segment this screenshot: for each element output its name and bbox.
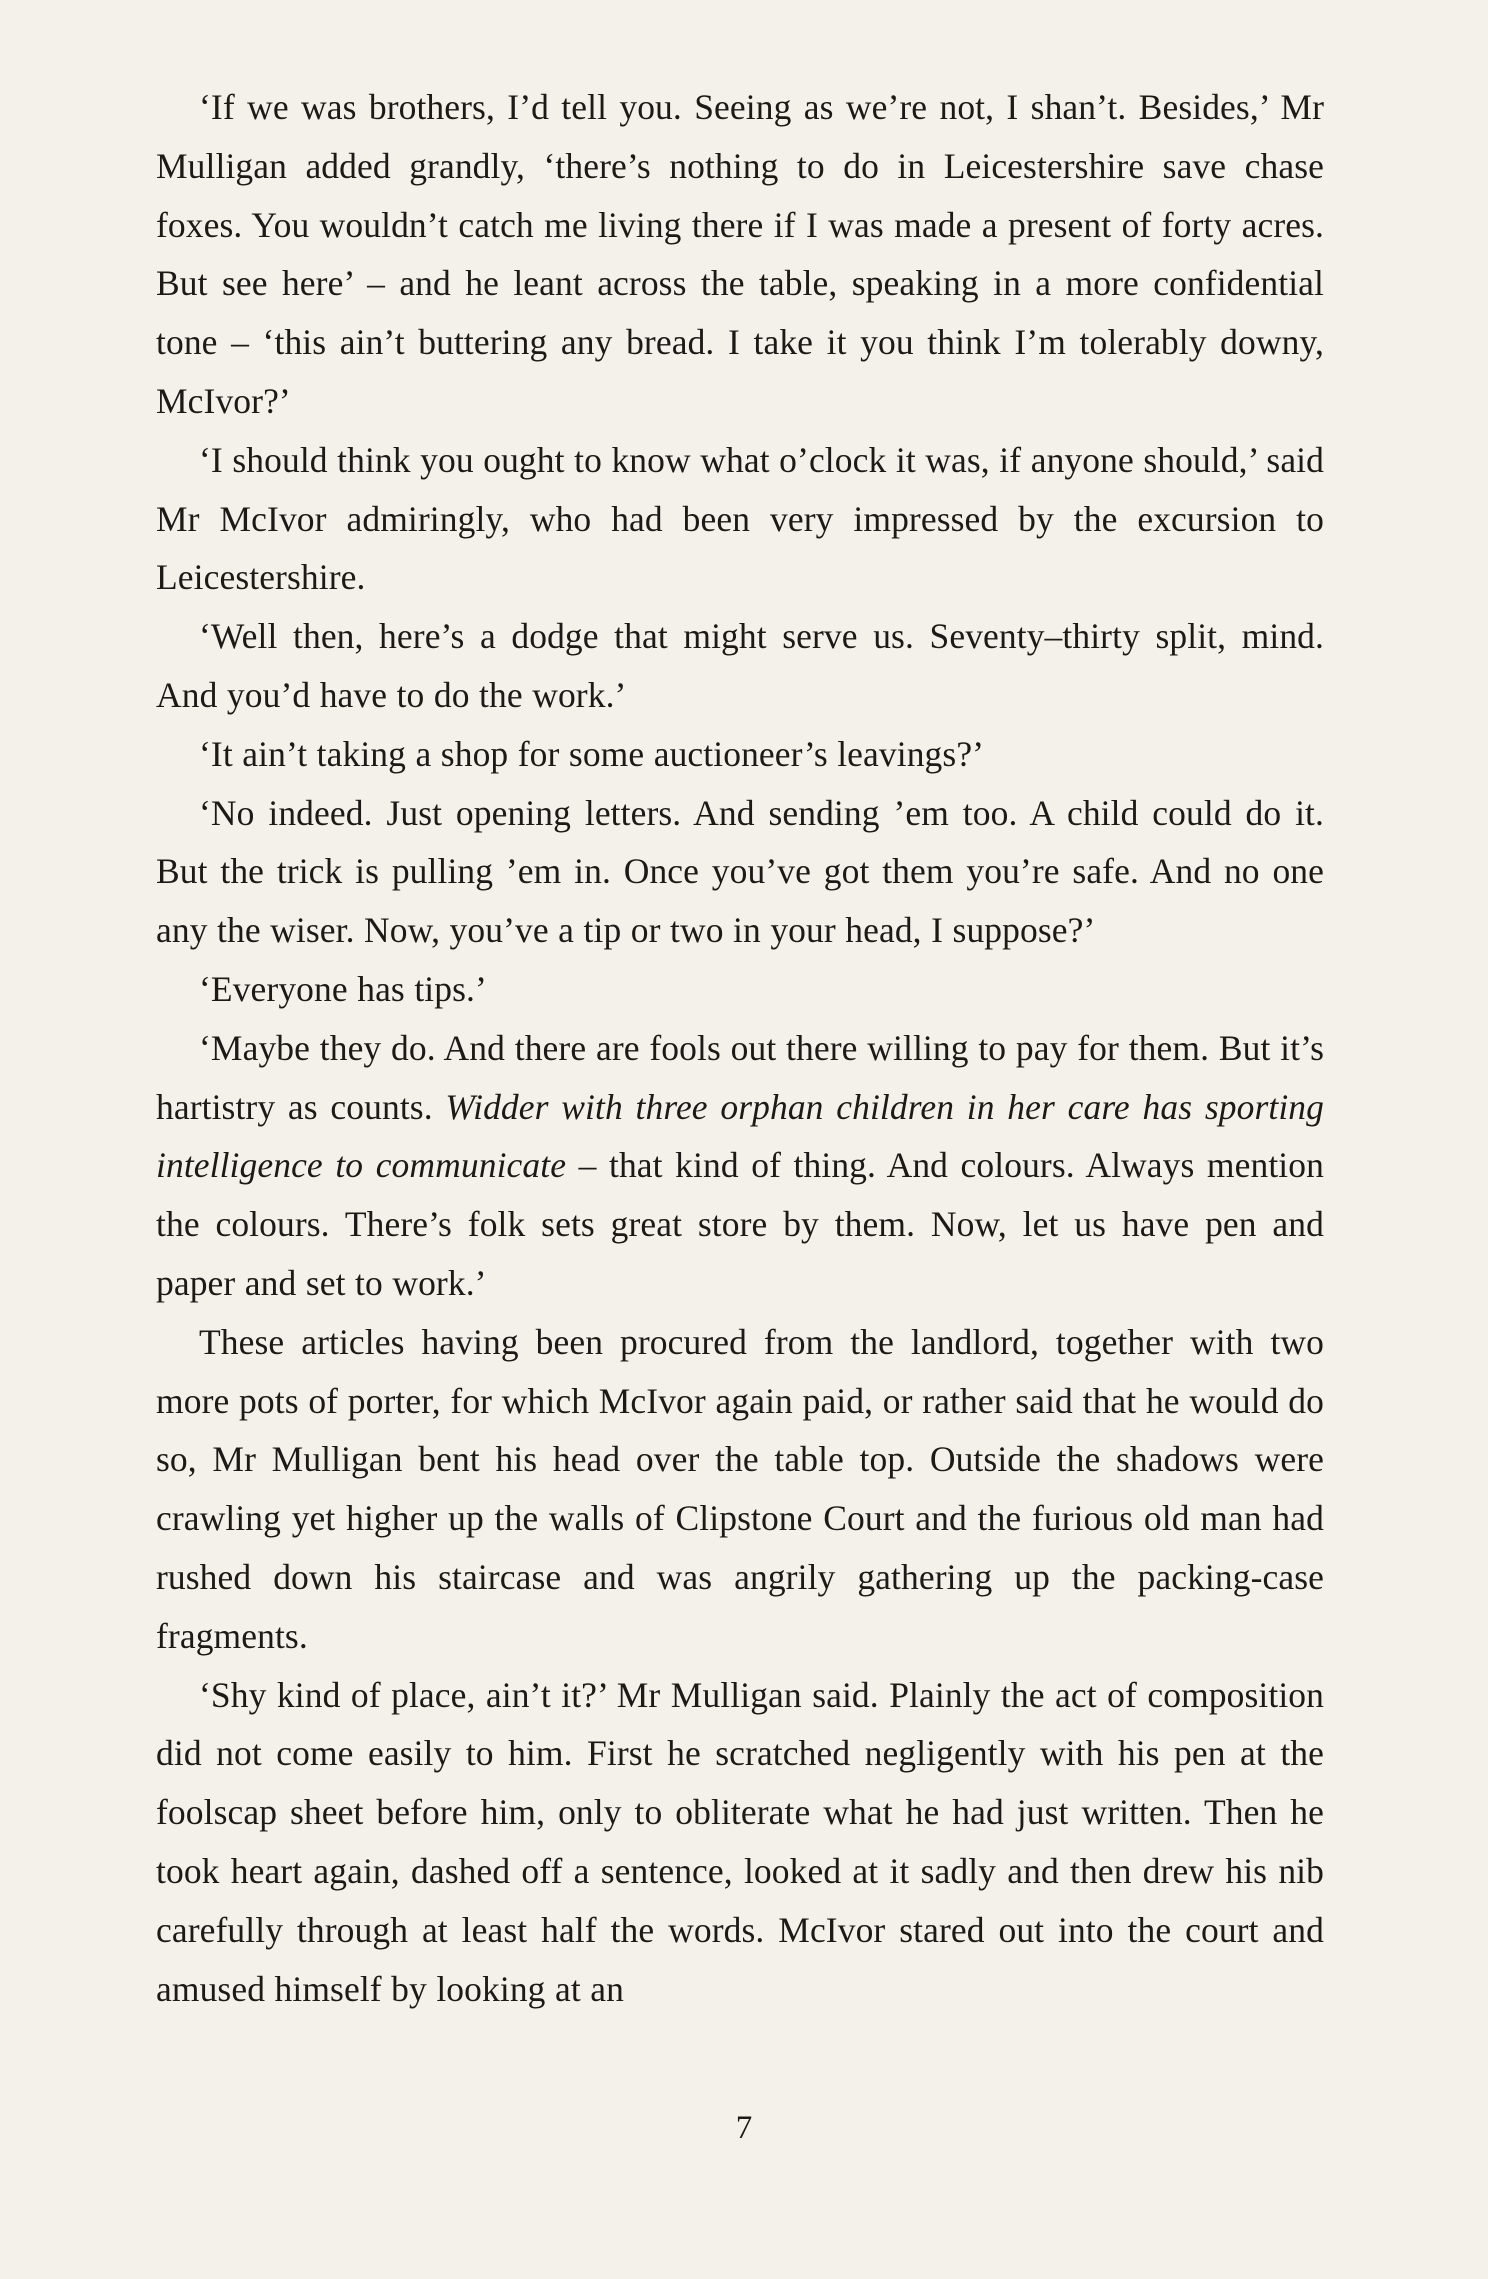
paragraph-text: – that kind of thing. And colours. Always mention the colours. There’s folk sets great store by them. Now, let us have pen and paper and set to work.’ <box>156 1145 1324 1303</box>
paragraph <box>156 78 1324 431</box>
paragraph-text: ‘Well then, here’s a dodge that might serve us. Seventy–thirty split, mind. And you’d have to do the work.’ <box>156 616 1324 715</box>
paragraph <box>156 960 1324 1019</box>
paragraph <box>156 1313 1324 1666</box>
paragraph-text: ‘Shy kind of place, ain’t it?’ Mr Mulligan said. Plainly the act of composition did not come easily to him. First he scratched negligently with his pen at the foolscap sheet before him, only to obliterate what he had just written. Then he took heart again, dashed off a sentence, looked at it sadly and then drew his nib carefully through at least half the words. McIvor stared out into the court and amused himself by looking at an <box>156 1674 1324 2009</box>
paragraph-text: ‘It ain’t taking a shop for some auctioneer’s leavings?’ <box>199 733 985 774</box>
paragraph <box>156 431 1324 607</box>
paragraph-text: ‘If we was brothers, I’d tell you. Seeing as we’re not, I shan’t. Besides,’ Mr Mulligan added grandly, ‘there’s nothing to do in Leicestershire save chase foxes. You wouldn’t catch me living there if I was made a present of forty acres. But see here’ – and he leant across the table, speaking in a more confidential tone – ‘this ain’t buttering any bread. I take it you think I’m tolerably downy, McIvor?’ <box>156 87 1324 421</box>
paragraph <box>156 1666 1324 2019</box>
paragraph-text: ‘I should think you ought to know what o’clock it was, if anyone should,’ said Mr McIvor admiringly, who had been very impressed by the excursion to Leicestershire. <box>156 439 1324 598</box>
paragraph-text: These articles having been procured from the landlord, together with two more pots of porter, for which McIvor again paid, or rather said that he would do so, Mr Mulligan bent his head over the table top. Outside the shadows were crawling yet higher up the walls of Clipstone Court and the furious old man had rushed down his staircase and was angrily gathering up the packing-case fragments. <box>156 1321 1324 1656</box>
paragraph-text: ‘No indeed. Just opening letters. And sending ’em too. A child could do it. But the trick is pulling ’em in. Once you’ve got them you’re safe. And no one any the wiser. Now, you’ve a tip or two in your head, I suppose?’ <box>156 792 1324 951</box>
italic-text: Widder with three orphan children in her care has sporting intelligence to communicate <box>156 1086 1324 1186</box>
paragraph <box>156 607 1324 725</box>
paragraph <box>156 784 1324 960</box>
body-text <box>156 78 1324 2018</box>
page-number: 7 <box>735 2110 753 2146</box>
paragraph-text: ‘Maybe they do. And there are fools out there willing to pay for them. But it’s hartistry as counts. <box>156 1027 1324 1127</box>
paragraph <box>156 1019 1324 1313</box>
paragraph-text: ‘Everyone has tips.’ <box>199 968 487 1009</box>
paragraph <box>156 725 1324 784</box>
